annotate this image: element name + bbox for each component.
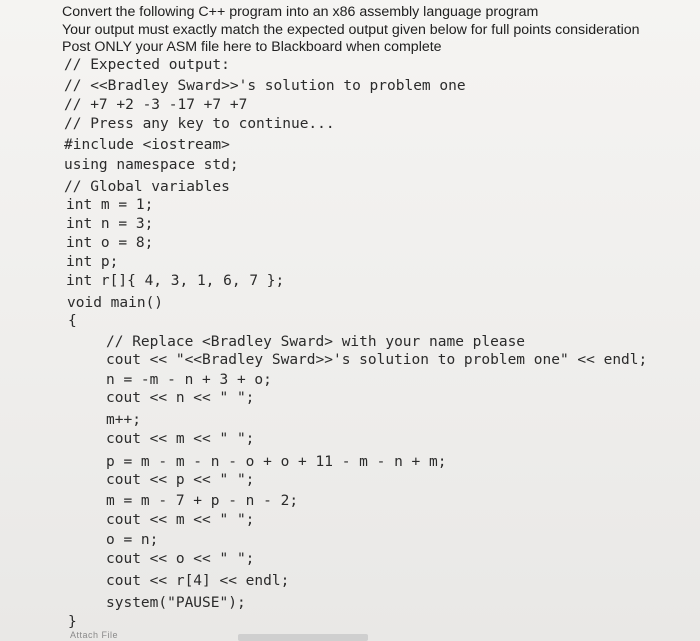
code-cout-o: cout << o << " "; bbox=[106, 551, 255, 567]
code-void-main: void main() bbox=[67, 295, 164, 311]
code-cout-r4: cout << r[4] << endl; bbox=[106, 573, 290, 589]
code-comment-expected-output: // Expected output: bbox=[64, 57, 230, 73]
code-assign-n: n = -m - n + 3 + o; bbox=[106, 372, 272, 388]
code-cout-p: cout << p << " "; bbox=[106, 472, 255, 488]
code-assign-p: p = m - m - n - o + o + 11 - m - n + m; bbox=[106, 454, 447, 470]
code-close-brace: } bbox=[68, 614, 77, 630]
code-increment-m: m++; bbox=[106, 412, 141, 428]
code-int-p: int p; bbox=[66, 254, 119, 270]
attach-file-link[interactable]: Attach File bbox=[70, 630, 119, 640]
instruction-line-post: Post ONLY your ASM file here to Blackboard when complete bbox=[62, 39, 442, 55]
horizontal-scrollbar[interactable] bbox=[238, 634, 368, 641]
instruction-line-convert: Convert the following C++ program into an x86 assembly language program bbox=[62, 4, 539, 20]
code-system-pause: system("PAUSE"); bbox=[106, 595, 246, 611]
code-cout-solution: cout << "<<Bradley Sward>>'s solution to problem one" << endl; bbox=[106, 352, 648, 368]
code-include-iostream: #include <iostream> bbox=[64, 137, 230, 153]
code-cout-m-first: cout << m << " "; bbox=[106, 431, 255, 447]
code-comment-globals: // Global variables bbox=[64, 179, 230, 195]
code-int-o: int o = 8; bbox=[66, 235, 154, 251]
code-int-m: int m = 1; bbox=[66, 197, 154, 213]
code-int-array-r: int r[]{ 4, 3, 1, 6, 7 }; bbox=[66, 273, 285, 289]
code-open-brace: { bbox=[68, 313, 77, 329]
code-comment-press-key: // Press any key to continue... bbox=[64, 116, 335, 132]
code-comment-replace-name: // Replace <Bradley Sward> with your name please bbox=[106, 334, 526, 350]
code-using-namespace: using namespace std; bbox=[64, 157, 239, 173]
instruction-line-output: Your output must exactly match the expected output given below for full points consideration bbox=[62, 21, 640, 38]
code-cout-m-second: cout << m << " "; bbox=[106, 512, 255, 528]
code-comment-values-line: // +7 +2 -3 -17 +7 +7 bbox=[64, 97, 248, 113]
code-assign-o: o = n; bbox=[106, 532, 159, 548]
code-int-n: int n = 3; bbox=[66, 216, 154, 232]
code-assign-m: m = m - 7 + p - n - 2; bbox=[106, 493, 299, 509]
code-cout-n: cout << n << " "; bbox=[106, 390, 255, 406]
code-comment-solution-line: // <<Bradley Sward>>'s solution to problem one bbox=[64, 78, 466, 94]
